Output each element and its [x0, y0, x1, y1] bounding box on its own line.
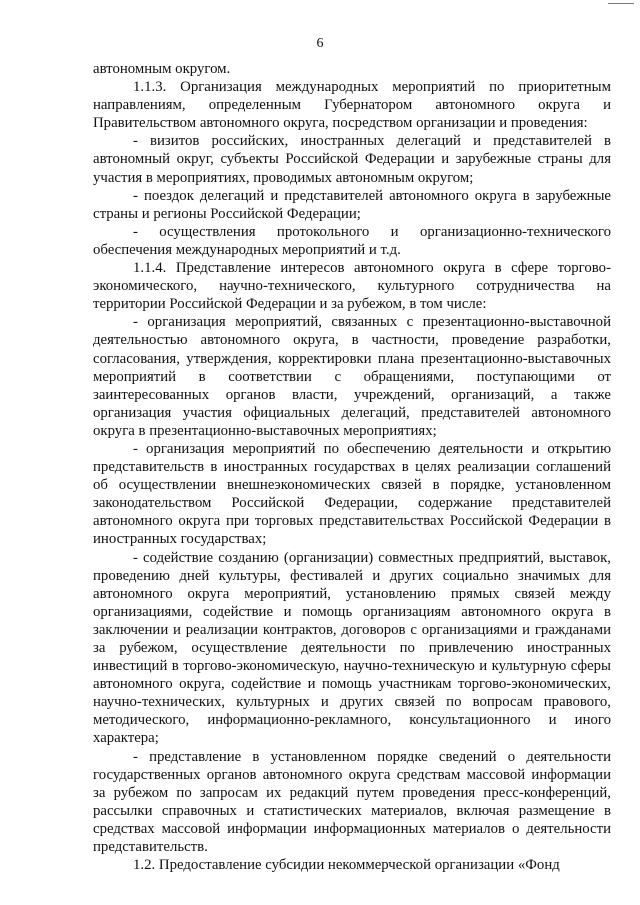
paragraph: 1.2. Предоставление субсидии некоммерческой организации «Фонд — [133, 857, 560, 874]
paragraph: 1.1.3. Организация международных мероприятий по приоритетным направлениям, определенным Губернатором автономного округа и Правительством автономного округа, посредством организации и проведения: — [93, 79, 611, 132]
paragraph: автономным округом. — [93, 61, 231, 77]
paragraph: - визитов российских, иностранных делегаций и представителей в автономный округ, субъекты Российской Федерации и зарубежные страны для участия в мероприятиях, проводимых автономным округом; — [93, 133, 611, 186]
paragraph: - содействие созданию (организации) совместных предприятий, выставок, проведению дней культуры, фестивалей и других социально значимых для автономного округа мероприятий, установлению прямых связей между организациями, содействие и помощь организациям автономного округа в заключении и реализации контрактов, договоров с организациями и гражданами за рубежом, осуществление деятельности по привлечению иностранных инвестиций в торгово-экономическую, научно-техническую и культурную сферы автономного округа, содействие и помощь участникам торгово-экономических, научно-технических, культурных и других связей по вопросам правового, методического, информационно-рекламного, консультационного и иного характера; — [93, 549, 611, 747]
corner-mark — [608, 3, 634, 4]
paragraph: - поездок делегаций и представителей автономного округа в зарубежные страны и регионы Российской Федерации; — [93, 187, 611, 222]
paragraph: - представление в установленном порядке сведений о деятельности государственных органов автономного округа средствам массовой информации за рубежом по запросам их редакций путем проведения пресс-конференций, рассылки справочных и статистических материалов, включая размещение в средствах массовой информации информационных материалов о деятельности представительств. — [93, 748, 611, 856]
paragraph: - организация мероприятий по обеспечению деятельности и открытию представительств в иностранных государствах в целях реализации соглашений об осуществлении внешнеэкономических связей в порядке, установленном законодательством Российской Федерации, содержание представителей автономного округа при торговых представительствах Российской Федерации в иностранных государствах; — [93, 440, 611, 548]
page-number: 6 — [316, 36, 324, 51]
document-body — [93, 60, 611, 874]
paragraph: - организация мероприятий, связанных с презентационно-выставочной деятельностью автономного округа, в частности, проведение разработки, согласования, утверждения, корректировки плана презентационно-выставочных мероприятий в соответствии с обращениями, поступающими от заинтересованных органов власти, учреждений, организаций, а также организация участия официальных делегаций, представителей автономного округа в презентационно-выставочных мероприятиях; — [93, 314, 611, 439]
paragraph: 1.1.4. Представление интересов автономного округа в сфере торгово-экономического, научно-технического, культурного сотрудничества на территории Российской Федерации и за рубежом, в том числе: — [93, 260, 611, 313]
paragraph: - осуществления протокольного и организационно-технического обеспечения международных мероприятий и т.д. — [93, 223, 611, 258]
